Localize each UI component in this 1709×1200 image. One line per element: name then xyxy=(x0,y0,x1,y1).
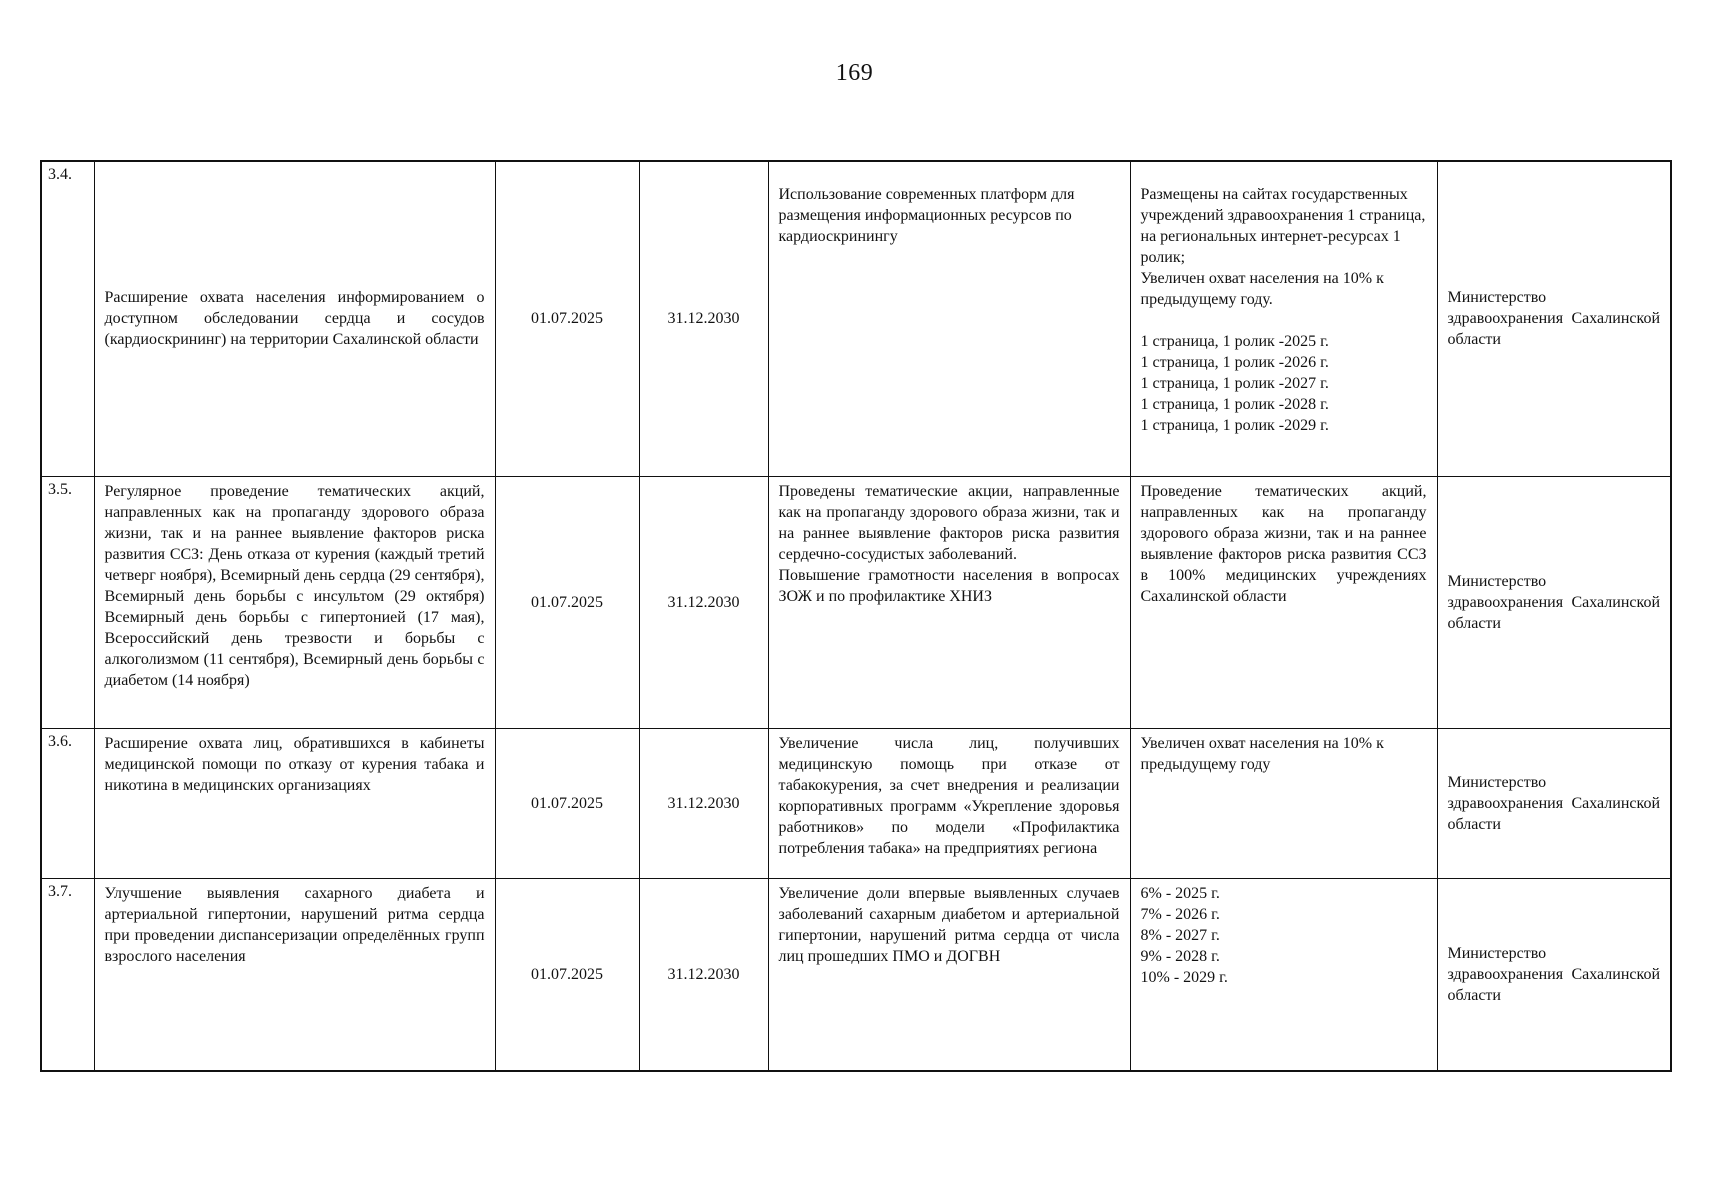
page-number: 169 xyxy=(835,60,874,86)
start-date: 01.07.2025 xyxy=(495,161,639,476)
indicator: Проведение тематических акций, направленных как на пропаганду здорового образа жизни, так и на раннее выявление факторов риска развития ССЗ в 100% медицинских учреждениях Сахалинской области xyxy=(1130,476,1437,728)
responsible-executor: Министерство здравоохранения Сахалинской области xyxy=(1437,476,1671,728)
table-row xyxy=(41,476,1671,728)
event-description: Регулярное проведение тематических акций, направленных как на пропаганду здорового образа жизни, так и на раннее выявление факторов риска развития ССЗ: День отказа от курения (каждый третий четверг ноября), Всемирный день сердца (29 сентября), Всемирный день борьбы с инсультом (29 октября) Всемирный день борьбы с гипертонией (17 мая), Всероссийский день трезвости и борьбы с алкоголизмом (11 сентября), Всемирный день борьбы с диабетом (14 ноября) xyxy=(94,476,495,728)
indicator: Увеличен охват населения на 10% к предыдущему году xyxy=(1130,728,1437,878)
responsible-executor: Министерство здравоохранения Сахалинской области xyxy=(1437,878,1671,1071)
row-number: 3.4. xyxy=(41,161,94,476)
expected-result: Проведены тематические акции, направленные как на пропаганду здорового образа жизни, так и на раннее выявление факторов риска развития сердечно-сосудистых заболеваний. Повышение грамотности населения в вопросах ЗОЖ и по профилактике ХНИЗ xyxy=(768,476,1130,728)
expected-result: Увеличение числа лиц, получивших медицинскую помощь при отказе от табакокурения, за счет внедрения и реализации корпоративных программ «Укрепление здоровья работников» по модели «Профилактика потребления табака» на предприятиях региона xyxy=(768,728,1130,878)
indicator: Размещены на сайтах государственных учреждений здравоохранения 1 страница, на региональных интернет-ресурсах 1 ролик; Увеличен охват населения на 10% к предыдущему году. 1 страница, 1 ролик -2025 г. 1 страница, 1 ролик -2026 г. 1 страница, 1 ролик -2027 г. 1 страница, 1 ролик -2028 г. 1 страница, 1 ролик -2029 г. xyxy=(1130,161,1437,476)
plan-table xyxy=(40,160,1672,1072)
start-date: 01.07.2025 xyxy=(495,878,639,1071)
event-description: Расширение охвата лиц, обратившихся в кабинеты медицинской помощи по отказу от курения табака и никотина в медицинских организациях xyxy=(94,728,495,878)
responsible-executor: Министерство здравоохранения Сахалинской области xyxy=(1437,728,1671,878)
start-date: 01.07.2025 xyxy=(495,476,639,728)
responsible-executor: Министерство здравоохранения Сахалинской области xyxy=(1437,161,1671,476)
end-date: 31.12.2030 xyxy=(639,476,768,728)
indicator: 6% - 2025 г. 7% - 2026 г. 8% - 2027 г. 9% - 2028 г. 10% - 2029 г. xyxy=(1130,878,1437,1071)
table-row xyxy=(41,161,1671,476)
start-date: 01.07.2025 xyxy=(495,728,639,878)
row-number: 3.6. xyxy=(41,728,94,878)
table-row xyxy=(41,878,1671,1071)
event-description: Улучшение выявления сахарного диабета и артериальной гипертонии, нарушений ритма сердца при проведении диспансеризации определённых групп взрослого населения xyxy=(94,878,495,1071)
end-date: 31.12.2030 xyxy=(639,878,768,1071)
expected-result: Использование современных платформ для размещения информационных ресурсов по кардиоскринингу xyxy=(768,161,1130,476)
expected-result: Увеличение доли впервые выявленных случаев заболеваний сахарным диабетом и артериальной гипертонии, нарушений ритма сердца от числа лиц прошедших ПМО и ДОГВН xyxy=(768,878,1130,1071)
table-row xyxy=(41,728,1671,878)
event-description: Расширение охвата населения информированием о доступном обследовании сердца и сосудов (кардиоскрининг) на территории Сахалинской области xyxy=(94,161,495,476)
row-number: 3.5. xyxy=(41,476,94,728)
row-number: 3.7. xyxy=(41,878,94,1071)
end-date: 31.12.2030 xyxy=(639,161,768,476)
end-date: 31.12.2030 xyxy=(639,728,768,878)
